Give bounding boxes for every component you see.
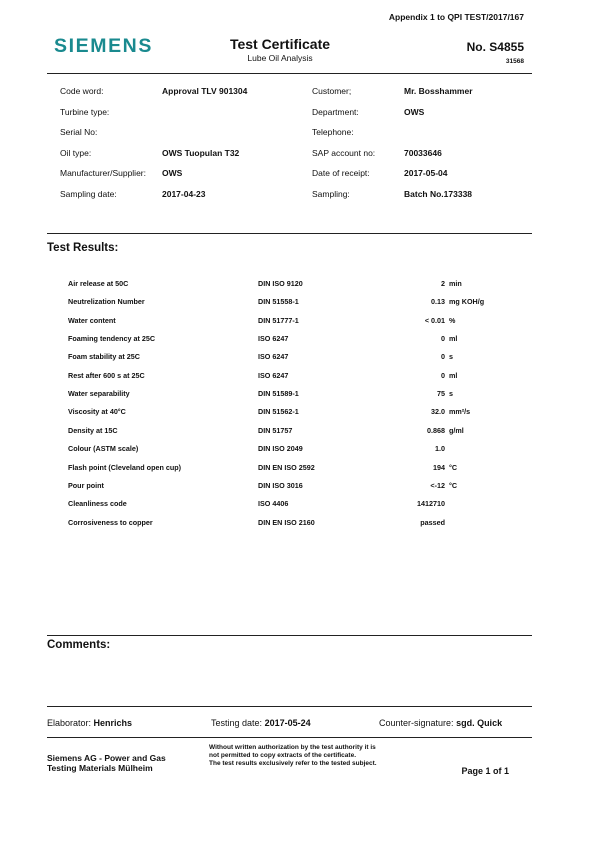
info-row xyxy=(0,127,596,141)
result-method: DIN 51757 xyxy=(258,425,293,435)
info-divider xyxy=(47,233,532,234)
comments-title: Comments: xyxy=(47,639,111,651)
info-label: Turbine type: xyxy=(60,106,110,117)
info-value: 2017-04-23 xyxy=(162,189,206,199)
result-value: 1412710 xyxy=(417,499,445,509)
result-row xyxy=(0,463,596,475)
test-results-title: Test Results: xyxy=(47,242,119,254)
disclaimer-line: Without written authorization by the test authority it is xyxy=(209,744,376,751)
result-method: DIN 51562-1 xyxy=(258,407,299,417)
comments-divider xyxy=(47,706,532,707)
disclaimer-line: The test results exclusively refer to the tested subject. xyxy=(209,760,377,767)
counter-signature-label: Counter-signature: xyxy=(379,718,454,728)
result-unit: % xyxy=(449,315,456,325)
result-method: ISO 6247 xyxy=(258,334,289,344)
result-value: < 0.01 xyxy=(424,315,445,325)
info-label: Telephone: xyxy=(312,127,354,138)
result-value: 0.868 xyxy=(427,425,445,435)
disclaimer-line: not permitted to copy extracts of the certificate. xyxy=(209,752,357,759)
header-divider xyxy=(47,73,532,74)
result-name: Corrosiveness to copper xyxy=(68,517,153,527)
info-label: Serial No: xyxy=(60,127,98,138)
result-unit: g/ml xyxy=(449,425,464,435)
elaborator-field xyxy=(47,718,132,728)
result-row xyxy=(0,389,596,401)
result-method: ISO 4406 xyxy=(258,499,289,509)
counter-signature-value: sgd. Quick xyxy=(456,718,503,728)
result-name: Air release at 50C xyxy=(68,279,129,288)
result-value: passed xyxy=(420,517,445,527)
result-value: 2 xyxy=(441,279,445,288)
result-method: DIN ISO 3016 xyxy=(258,480,303,490)
result-method: DIN EN ISO 2592 xyxy=(258,462,315,472)
results-divider xyxy=(47,635,532,636)
result-value: 194 xyxy=(433,462,445,472)
result-unit: °C xyxy=(449,462,458,472)
info-value: Approval TLV 901304 xyxy=(162,86,248,96)
result-value: <-12 xyxy=(430,480,445,490)
result-row xyxy=(0,334,596,346)
testing-date-value: 2017-05-24 xyxy=(264,718,311,728)
result-value: 0.13 xyxy=(431,297,445,307)
info-row xyxy=(0,86,596,100)
info-value: OWS Tuopulan T32 xyxy=(162,147,240,158)
result-value: 75 xyxy=(437,389,445,399)
result-value: 32.0 xyxy=(431,407,445,417)
result-row xyxy=(0,426,596,438)
info-row xyxy=(0,148,596,162)
result-unit: mm²/s xyxy=(449,407,471,417)
info-label: Code word: xyxy=(60,86,104,96)
info-label: Customer; xyxy=(312,86,352,96)
result-row xyxy=(0,316,596,328)
company-department: Testing Materials Mülheim xyxy=(47,763,153,773)
document-subtitle: Lube Oil Analysis xyxy=(247,53,313,63)
result-row xyxy=(0,481,596,493)
info-label: Date of receipt: xyxy=(312,168,370,179)
result-name: Water content xyxy=(68,315,116,325)
footer-divider xyxy=(47,737,532,738)
result-method: DIN ISO 2049 xyxy=(258,444,303,454)
disclaimer xyxy=(209,744,377,768)
result-value: 1.0 xyxy=(435,444,445,454)
info-value: OWS xyxy=(162,168,183,179)
appendix-reference: Appendix 1 to QPI TEST/2017/167 xyxy=(388,12,524,22)
result-name: Rest after 600 s at 25C xyxy=(68,370,145,380)
result-row xyxy=(0,407,596,419)
document-title: Test Certificate xyxy=(229,36,331,52)
elaborator-value: Henrichs xyxy=(93,718,133,728)
result-method: DIN 51589-1 xyxy=(258,389,299,399)
result-method: DIN EN ISO 2160 xyxy=(258,517,315,527)
info-label: Sampling date: xyxy=(60,189,117,199)
certificate-number: No. S4855 xyxy=(466,40,524,54)
info-row xyxy=(0,168,596,182)
result-name: Viscosity at 40°C xyxy=(68,407,126,417)
result-method: DIN 51777-1 xyxy=(258,315,299,325)
info-label: SAP account no: xyxy=(312,147,376,158)
testing-date-label: Testing date: xyxy=(211,718,263,728)
elaborator-label: Elaborator: xyxy=(47,718,92,728)
result-row xyxy=(0,444,596,456)
result-name: Pour point xyxy=(68,480,104,490)
info-row xyxy=(0,107,596,121)
info-label: Manufacturer/Supplier: xyxy=(60,168,146,179)
info-row xyxy=(0,189,596,203)
certificate-subnumber: 31568 xyxy=(505,58,524,65)
result-method: DIN ISO 9120 xyxy=(258,279,303,288)
result-row xyxy=(0,297,596,309)
result-unit: s xyxy=(449,352,453,362)
result-unit: ml xyxy=(449,370,458,380)
page-number: Page 1 of 1 xyxy=(461,766,509,776)
info-value: Batch No.173338 xyxy=(404,189,473,199)
result-unit: s xyxy=(449,389,453,399)
result-name: Cleanliness code xyxy=(68,499,127,509)
info-label: Sampling: xyxy=(312,189,350,199)
result-unit: °C xyxy=(449,480,458,490)
info-value: 70033646 xyxy=(404,147,442,158)
info-value: Mr. Bosshammer xyxy=(404,86,473,96)
result-method: ISO 6247 xyxy=(258,370,289,380)
result-row xyxy=(0,499,596,511)
result-row xyxy=(0,518,596,530)
result-name: Water separability xyxy=(68,389,130,399)
info-label: Department: xyxy=(312,106,359,117)
result-name: Flash point (Cleveland open cup) xyxy=(68,462,182,472)
result-name: Density at 15C xyxy=(68,425,118,435)
company-block xyxy=(47,753,166,773)
result-method: DIN 51558-1 xyxy=(258,297,299,307)
info-value: OWS xyxy=(404,106,425,117)
result-unit: ml xyxy=(449,334,458,344)
counter-signature-field xyxy=(379,718,502,728)
siemens-logo: SIEMENS xyxy=(54,35,153,57)
result-name: Neutrelization Number xyxy=(68,297,145,307)
result-row xyxy=(0,279,596,291)
result-method: ISO 6247 xyxy=(258,352,289,362)
info-value: 2017-05-04 xyxy=(404,168,448,179)
result-name: Foaming tendency at 25C xyxy=(68,334,156,344)
result-name: Colour (ASTM scale) xyxy=(68,444,139,454)
company-name: Siemens AG - Power and Gas xyxy=(47,753,166,763)
result-row xyxy=(0,371,596,383)
result-value: 0 xyxy=(441,352,445,362)
result-value: 0 xyxy=(441,370,445,380)
info-label: Oil type: xyxy=(60,147,92,158)
result-name: Foam stability at 25C xyxy=(68,352,140,362)
result-unit: min xyxy=(449,279,462,288)
result-value: 0 xyxy=(441,334,445,344)
testing-date-field xyxy=(211,718,311,728)
result-unit: mg KOH/g xyxy=(449,297,485,307)
result-row xyxy=(0,352,596,364)
